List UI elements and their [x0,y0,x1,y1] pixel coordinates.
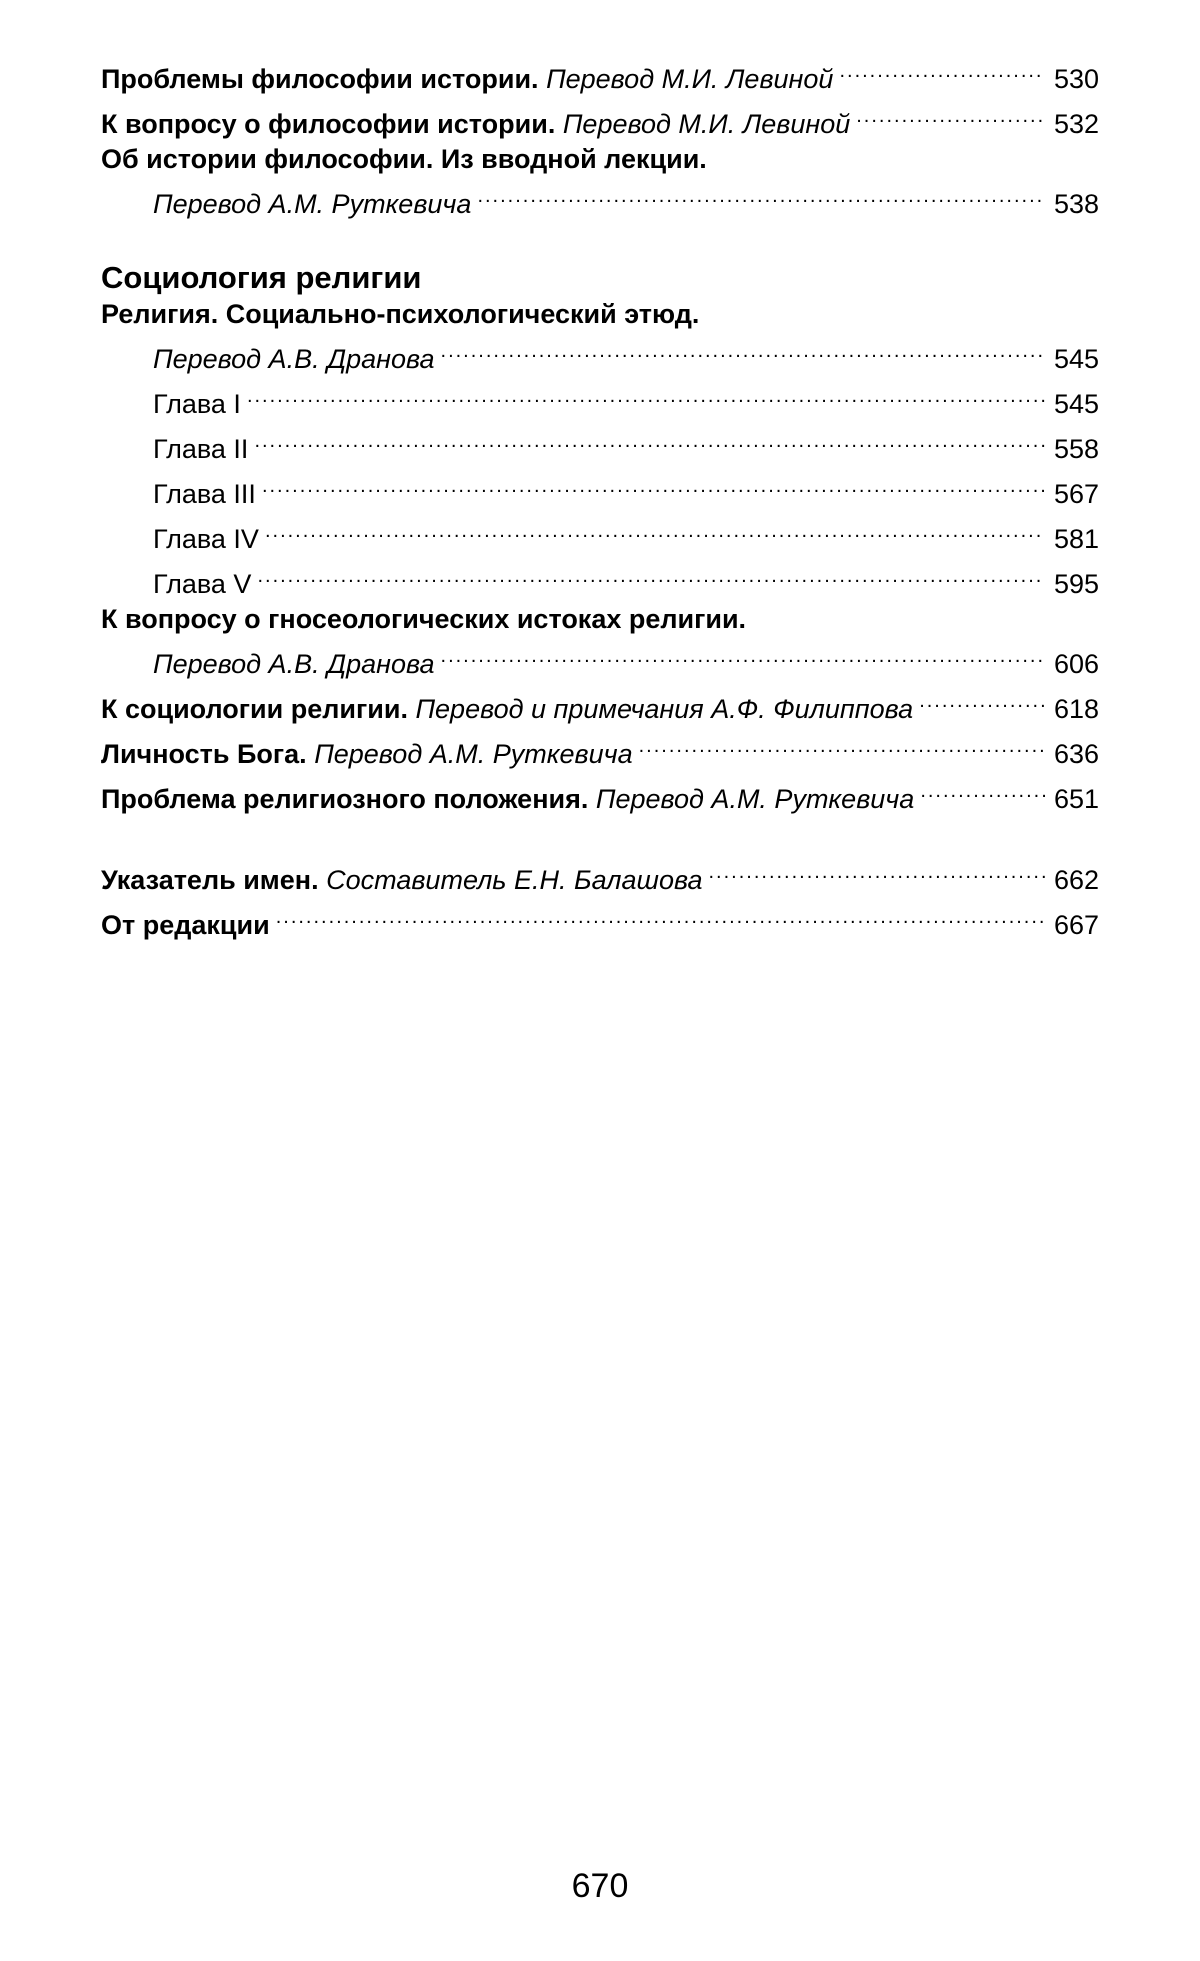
page-number: 670 [571,1867,629,1905]
toc-entry-page: 545 [1053,343,1099,374]
toc-chapter [101,512,1099,557]
table-of-contents [101,52,1099,944]
dot-leader [920,773,1045,809]
toc-entry-translator: Перевод и примечания А.Ф. Филиппова [415,694,914,724]
toc-entry-page: 532 [1053,108,1099,139]
chapter-label: Глава I [153,388,241,419]
toc-entry-translator: Составитель Е.Н. Балашова [326,865,703,895]
toc-entry-translator: Перевод А.В. Дранова [153,649,435,679]
toc-entry-title: Личность Бога. [101,739,307,769]
chapter-page: 545 [1053,388,1099,419]
chapter-page: 567 [1053,478,1099,509]
toc-entry-translator: Перевод А.В. Дранова [153,343,435,374]
dot-leader [441,638,1045,674]
toc-entry-translator: Перевод А.М. Руткевича [595,784,915,814]
toc-entry [101,683,1099,728]
dot-leader [254,422,1045,458]
toc-entry-page: 530 [1053,63,1099,94]
spacer [101,818,1099,854]
toc-chapter [101,422,1099,467]
toc-entry-translator: Перевод М.И. Левиной [546,63,834,94]
dot-leader [441,332,1045,368]
toc-entry-page: 662 [1053,865,1099,895]
toc-entry-title: Указатель имен. [101,865,319,895]
toc-entry [101,97,1099,142]
dot-leader [247,377,1045,413]
toc-chapter [101,557,1099,602]
toc-entry [101,899,1099,944]
toc-entry-title: К вопросу о философии истории. [101,108,556,139]
toc-entry-page: 606 [1053,649,1099,679]
toc-chapter [101,377,1099,422]
toc-entry-page: 618 [1053,694,1099,724]
toc-entry-page: 636 [1053,739,1099,769]
toc-entry [101,854,1099,899]
dot-leader [265,512,1045,548]
toc-entry [101,178,1099,223]
toc-entry [101,638,1099,683]
toc-chapter [101,467,1099,512]
section-title: Социология религии [101,259,422,295]
chapter-page: 558 [1053,433,1099,464]
toc-entry-title: Проблема религиозного положения. [101,784,589,814]
dot-leader [639,728,1045,764]
toc-entry-title: К вопросу о гносеологических истоках религии. [101,604,747,634]
dot-leader [276,899,1045,935]
chapter-page: 581 [1053,523,1099,554]
toc-entry [101,773,1099,818]
toc-entry-page: 667 [1053,910,1099,940]
chapter-label: Глава III [153,478,256,509]
toc-entry [101,332,1099,377]
toc-entry-title: Религия. Социально-психологический этюд. [101,298,700,329]
dot-leader [919,683,1045,719]
chapter-label: Глава V [153,568,252,599]
dot-leader [708,854,1045,890]
toc-entry-title: К социологии религии. [101,694,408,724]
dot-leader [839,52,1045,88]
toc-entry-title: От редакции [101,910,270,940]
toc-entry-page: 651 [1053,784,1099,814]
toc-entry [101,52,1099,97]
dot-leader [856,97,1045,133]
toc-entry-translator: Перевод М.И. Левиной [562,108,851,139]
chapter-page: 595 [1053,568,1099,599]
toc-entry-title: Об истории философии. Из вводной лекции. [101,144,707,174]
chapter-label: Глава IV [153,523,259,554]
dot-leader [257,557,1045,593]
toc-entry-title: Проблемы философии истории. [101,63,539,94]
toc-entry-translator: Перевод А.М. Руткевича [153,189,472,219]
dot-leader [477,178,1045,214]
toc-entry-page: 538 [1053,189,1099,219]
chapter-label: Глава II [153,433,249,464]
toc-entry [101,728,1099,773]
dot-leader [262,467,1045,503]
toc-entry-translator: Перевод А.М. Руткевича [314,739,633,769]
